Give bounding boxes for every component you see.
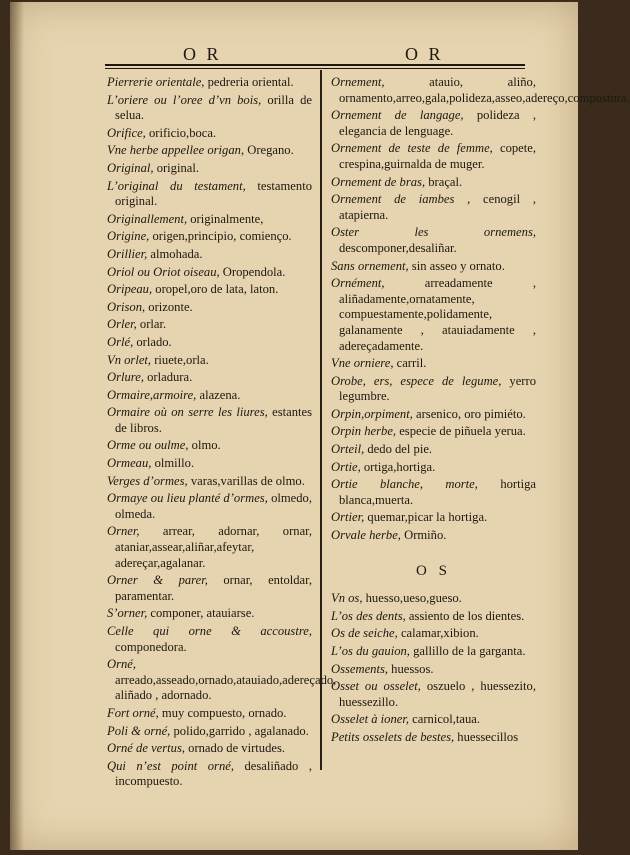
- entry-translation: dedo del pie.: [364, 442, 433, 457]
- entry-headword: Oriol ou Oriot oiseau,: [107, 264, 220, 279]
- entry-headword: Orné,: [107, 657, 137, 672]
- entry-translation: polido,garrido , agalanado.: [170, 723, 309, 738]
- entry-headword: Osset ou osselet,: [331, 679, 421, 694]
- dictionary-entry: [107, 657, 337, 704]
- entry-headword: Vn orlet,: [107, 352, 152, 367]
- entry-translation: ornar, entoldar, paramentar.: [115, 573, 312, 603]
- entry-translation: orlar.: [136, 317, 167, 332]
- dictionary-entry: [331, 644, 536, 660]
- running-head-left: O R: [183, 44, 222, 64]
- entry-translation: componer, atauiarse.: [147, 606, 255, 621]
- dictionary-entry: [107, 229, 312, 245]
- entry-translation: polideza , elegancia de lenguage.: [339, 108, 536, 138]
- entry-translation: ortiga,hortiga.: [360, 459, 436, 474]
- entry-translation: orizonte.: [145, 299, 193, 314]
- entry-translation: hortiga blanca,muerta.: [339, 477, 536, 507]
- dictionary-entry: [107, 524, 312, 571]
- entry-headword: Original,: [107, 160, 154, 175]
- dictionary-entry: [107, 724, 312, 740]
- entry-headword: Verges d’ormes,: [107, 473, 188, 488]
- entry-headword: Ortie blanche, morte,: [331, 477, 478, 492]
- dictionary-entry: [331, 662, 536, 678]
- entry-translation: varas,varillas de olmo.: [187, 473, 305, 488]
- entry-translation: atauio, aliño, ornamento,arreo,gala,polideza,asseo,adereço,compostura.: [339, 75, 630, 105]
- dictionary-entry: [331, 626, 536, 642]
- entry-translation: desaliñado , incompuesto.: [115, 758, 312, 789]
- entry-headword: Vne herbe appellee origan,: [107, 143, 245, 158]
- dictionary-entry: [107, 179, 312, 210]
- entry-headword: Oripeau,: [107, 282, 153, 297]
- entry-translation: muy compuesto, ornado.: [158, 705, 287, 720]
- entry-translation: carril.: [393, 356, 427, 371]
- entry-translation: descomponer,desaliñar.: [339, 240, 457, 255]
- dictionary-entry: [331, 528, 536, 544]
- entry-translation: originalmente,: [187, 211, 264, 226]
- entry-headword: Ortier,: [331, 510, 365, 525]
- entry-translation: orificio,boca.: [145, 125, 217, 140]
- dictionary-entry: [331, 276, 536, 354]
- dictionary-entry: [331, 679, 536, 710]
- dictionary-entry: [331, 75, 630, 106]
- entry-translation: sin asseo y ornato.: [408, 258, 505, 273]
- dictionary-entry: [331, 510, 536, 526]
- entry-translation: olmillo.: [151, 456, 195, 471]
- dictionary-entry: [107, 93, 312, 124]
- entry-headword: Orlure,: [107, 370, 144, 385]
- dictionary-entry: [107, 624, 312, 655]
- entry-headword: Ornement de bras,: [331, 174, 426, 189]
- entry-translation: cenogil , atapierna.: [339, 192, 536, 222]
- dictionary-entry: [107, 300, 312, 316]
- dictionary-entry: [107, 161, 312, 177]
- entry-translation: estantes de libros.: [115, 405, 312, 435]
- entry-headword: Orler,: [107, 317, 137, 332]
- entry-headword: Orison,: [107, 299, 146, 314]
- entry-headword: Origine,: [107, 229, 150, 244]
- dictionary-entry: [331, 225, 536, 256]
- dictionary-entry: [107, 126, 312, 142]
- entry-headword: Orné de vertus,: [107, 741, 185, 756]
- entry-translation: alazena.: [196, 387, 241, 402]
- entry-translation: huessos.: [388, 661, 434, 676]
- entry-translation: arsenico, oro pimiéto.: [412, 406, 526, 421]
- dictionary-entry: [107, 741, 312, 757]
- entry-headword: Ornement de teste de femme,: [331, 141, 493, 156]
- entry-headword: Ormeau,: [107, 456, 152, 471]
- entry-headword: Os de seiche,: [331, 626, 398, 641]
- entry-headword: Vn os,: [331, 591, 363, 606]
- entry-headword: Pierrerie orientale,: [107, 75, 205, 89]
- header-rule-top: [105, 64, 525, 66]
- dictionary-entry: [107, 438, 312, 454]
- entry-headword: Orpin herbe,: [331, 424, 397, 439]
- entry-translation: riuete,orla.: [151, 352, 209, 367]
- dictionary-entry: [107, 573, 312, 604]
- entry-headword: Sans ornement,: [331, 258, 409, 273]
- dictionary-entry: [331, 712, 536, 728]
- entry-headword: L’original du testament,: [107, 178, 246, 193]
- entry-headword: Orner & parer,: [107, 573, 208, 588]
- entry-headword: Vne orniere,: [331, 356, 394, 371]
- entry-translation: braçal.: [425, 174, 463, 189]
- entry-translation: original.: [153, 160, 200, 175]
- entry-headword: Qui n’est point orné,: [107, 758, 234, 773]
- entry-headword: Orobe, ers, espece de legume,: [331, 373, 502, 388]
- dictionary-entry: [107, 282, 312, 298]
- dictionary-entry: [107, 317, 312, 333]
- entry-translation: orilla de selua.: [115, 92, 313, 123]
- dictionary-entry: [107, 474, 312, 490]
- dictionary-entry: [331, 259, 536, 275]
- dictionary-entry: [107, 491, 312, 522]
- entry-translation: assiento de los dientes.: [405, 608, 525, 623]
- entry-translation: huessecillos: [454, 729, 519, 744]
- entry-translation: especie de piñuela yerua.: [396, 424, 526, 439]
- left-column: [107, 75, 337, 792]
- entry-headword: Originallement,: [107, 211, 188, 226]
- entry-translation: almohada.: [147, 246, 203, 261]
- entry-translation: copete, crespina,guirnalda de muger.: [339, 141, 536, 171]
- entry-headword: Ornement,: [331, 75, 385, 89]
- dictionary-entry: [331, 477, 536, 508]
- entry-headword: Orner,: [107, 524, 140, 539]
- dictionary-entry: [331, 591, 536, 607]
- entry-headword: Ortie,: [331, 459, 361, 474]
- entry-translation: Oropendola.: [219, 264, 286, 279]
- entry-headword: L’os du gauion,: [331, 644, 410, 658]
- dictionary-entry: [107, 265, 312, 281]
- dictionary-entry: [331, 442, 536, 458]
- dictionary-entry: [107, 353, 312, 369]
- header-rule-bottom: [105, 68, 525, 69]
- entry-headword: Ormaire où on serre les liures,: [107, 405, 268, 420]
- dictionary-entry: [331, 356, 536, 372]
- entry-translation: carnicol,taua.: [409, 712, 480, 727]
- dictionary-entry: [331, 175, 536, 191]
- dictionary-entry: [107, 456, 312, 472]
- entry-headword: L’os des dents,: [331, 608, 406, 623]
- entry-translation: olmo.: [188, 438, 221, 453]
- entry-translation: arrear, adornar, ornar, ataniar,assear,aliñar,afeytar, adereçar,agalanar.: [115, 524, 312, 570]
- dictionary-entry: [331, 108, 536, 139]
- entry-translation: orladura.: [143, 370, 193, 385]
- entry-headword: Orifice,: [107, 125, 146, 140]
- entry-headword: Fort orné,: [107, 705, 159, 720]
- entry-translation: arreadamente , aliñadamente,ornatamente, compuestamente,polidamente, galanamente , atauiadamente , adereçadamente.: [339, 276, 536, 353]
- entry-translation: Ormiño.: [400, 528, 447, 543]
- entry-translation: arreado,asseado,ornado,atauiado,adereçado, aliñado , adornado.: [115, 672, 337, 703]
- entry-translation: oropel,oro de lata, laton.: [152, 282, 279, 297]
- entry-headword: L’oriere ou l’oree d’vn bois,: [107, 92, 262, 107]
- running-head-right: O R: [405, 44, 444, 64]
- entry-headword: Celle qui orne & accoustre,: [107, 624, 312, 638]
- entry-translation: orlado.: [133, 334, 172, 349]
- dictionary-entry: [107, 370, 312, 386]
- column-divider: [320, 70, 322, 770]
- entry-headword: Ornement de langage,: [331, 108, 464, 123]
- entry-headword: Orvale herbe,: [331, 528, 401, 543]
- entry-headword: Orme ou oulme,: [107, 438, 189, 453]
- entry-headword: Ornément,: [331, 276, 385, 291]
- dictionary-entry: [331, 192, 536, 223]
- dictionary-entry: [107, 388, 312, 404]
- dictionary-entry: [107, 212, 312, 228]
- entry-headword: Oster les ornemens,: [331, 225, 536, 240]
- entry-translation: ornado de virtudes.: [185, 741, 286, 756]
- entry-translation: oszuelo , huessezito, huessezillo.: [339, 679, 537, 709]
- entry-headword: Orillier,: [107, 246, 148, 261]
- entry-headword: Poli & orné,: [107, 723, 171, 738]
- entry-translation: yerro legumbre.: [339, 373, 536, 404]
- section-heading: O S: [416, 562, 451, 579]
- entry-translation: quemar,picar la hortiga.: [364, 510, 488, 525]
- dictionary-entry: [331, 141, 536, 172]
- entry-headword: Osselet à ioner,: [331, 712, 410, 727]
- entry-headword: Ossements,: [331, 661, 389, 676]
- entry-translation: gallillo de la garganta.: [409, 644, 526, 658]
- dictionary-entry: [107, 706, 312, 722]
- entry-translation: olmedo, olmeda.: [115, 491, 312, 521]
- entry-headword: Ornement de iambes ,: [331, 192, 471, 207]
- dictionary-entry: [331, 460, 536, 476]
- dictionary-entry: [107, 143, 312, 159]
- dictionary-entry: [107, 606, 312, 622]
- dictionary-entry: [107, 405, 312, 436]
- entry-headword: Ormaire,armoire,: [107, 387, 197, 402]
- entry-headword: Petits osselets de bestes,: [331, 729, 455, 744]
- entry-translation: componedora.: [115, 639, 187, 654]
- entry-headword: Ormaye ou lieu planté d’ormes,: [107, 491, 268, 506]
- dictionary-entry: [107, 335, 312, 351]
- right-column: [331, 75, 630, 748]
- entry-translation: pedreria oriental.: [204, 75, 294, 89]
- entry-translation: origen,principio, comienço.: [149, 229, 292, 244]
- entry-translation: testamento original.: [115, 178, 312, 209]
- dictionary-entry: [331, 424, 536, 440]
- gutter-shadow: [10, 2, 24, 850]
- dictionary-entry: [331, 407, 536, 423]
- dictionary-entry: [107, 75, 312, 91]
- entry-headword: Orteil,: [331, 442, 365, 457]
- dictionary-entry: [107, 247, 312, 263]
- dictionary-entry: [331, 609, 536, 625]
- entry-headword: Orlé,: [107, 334, 134, 349]
- entry-translation: Oregano.: [244, 143, 294, 158]
- entry-translation: calamar,xibion.: [397, 626, 479, 641]
- dictionary-entry: [331, 374, 536, 405]
- entry-headword: Orpin,orpiment,: [331, 406, 413, 421]
- dictionary-entry: [331, 730, 536, 746]
- entry-translation: huesso,ueso,gueso.: [362, 591, 462, 606]
- dictionary-entry: [107, 759, 312, 790]
- entry-headword: S’orner,: [107, 606, 148, 621]
- running-head: [105, 44, 525, 64]
